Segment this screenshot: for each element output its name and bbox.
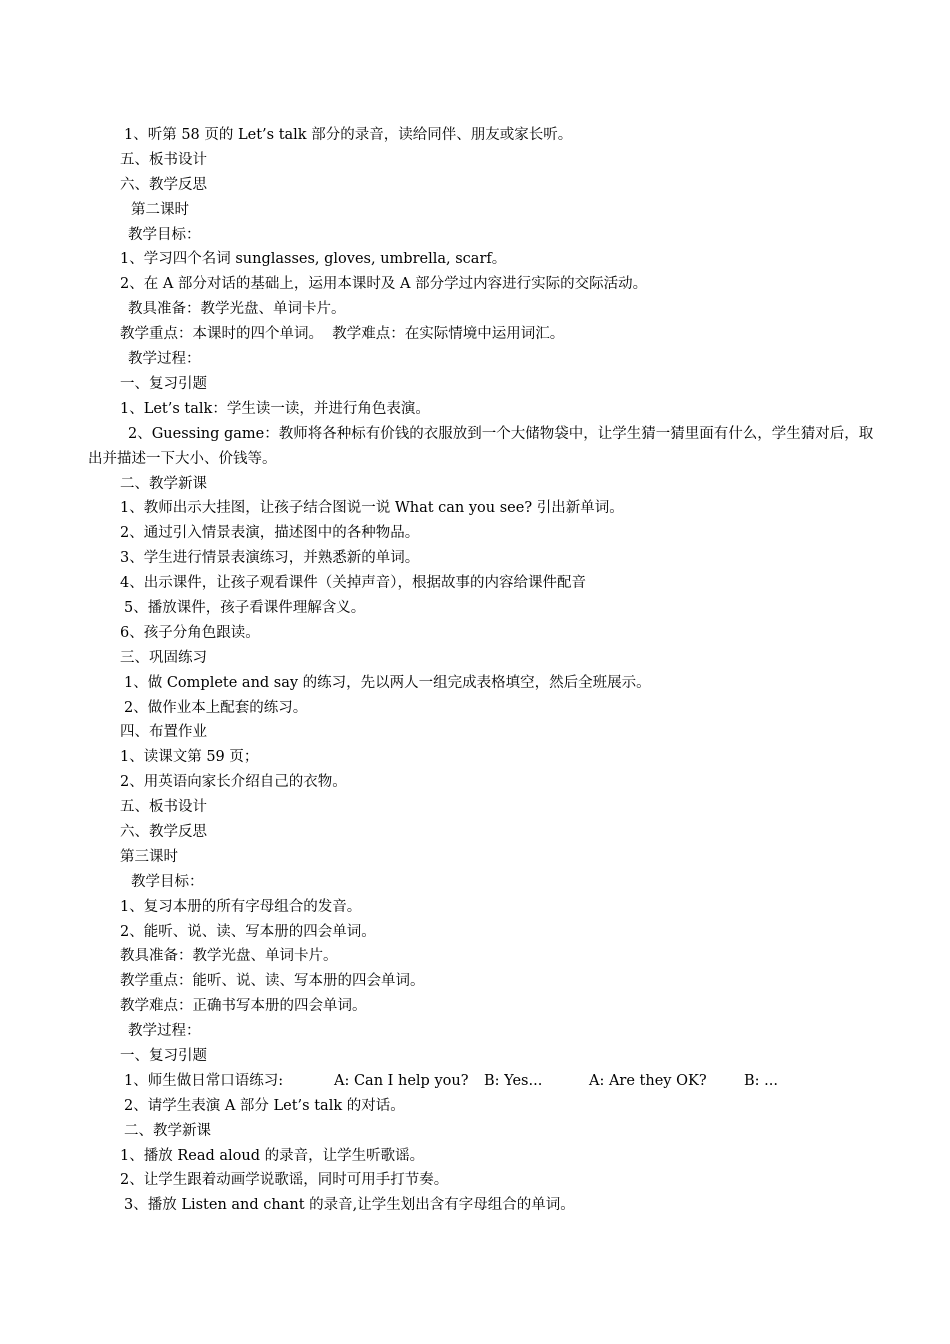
heading-board-design: 五、板书设计 [120, 799, 207, 816]
dialog-a2: A: Are they OK? [589, 1072, 707, 1089]
procedure-item: 1、Let’s talk：学生读一读，并进行角色表演。 [120, 400, 430, 417]
heading-new-lesson: 二、教学新课 [124, 1122, 211, 1139]
procedure-item: 1、播放 Read aloud 的录音，让学生听歌谣。 [120, 1147, 425, 1164]
procedure-item: 2、请学生表演 A 部分 Let’s talk 的对话。 [124, 1097, 405, 1114]
label-objectives: 教学目标： [128, 226, 201, 243]
dialog-a1: A: Can I help you? [334, 1072, 469, 1089]
heading-review: 一、复习引题 [120, 1047, 207, 1064]
procedure-item: 3、学生进行情景表演练习，并熟悉新的单词。 [120, 550, 420, 567]
label-difficulties: 教学难点：正确书写本册的四会单词。 [120, 998, 367, 1015]
label-objectives: 教学目标： [131, 873, 204, 890]
dialog-b1: B: Yes... [484, 1072, 543, 1089]
line-homework-listen: 1、听第 58 页的 Let’s talk 部分的录音，读给同伴、朋友或家长听。 [124, 127, 573, 143]
objective-item: 2、在 A 部分对话的基础上，运用本课时及 A 部分学过内容进行实际的交际活动。 [120, 276, 648, 293]
label-procedure: 教学过程： [128, 351, 201, 368]
procedure-item: 4、出示课件，让孩子观看课件（关掉声音），根据故事的内容给课件配音 [120, 575, 586, 592]
heading-review: 一、复习引题 [120, 375, 207, 392]
label-key-points: 教学重点：本课时的四个单词。 教学难点：在实际情境中运用词汇。 [120, 326, 565, 343]
objective-item: 1、复习本册的所有字母组合的发音。 [120, 898, 362, 915]
procedure-item: 5、播放课件，孩子看课件理解含义。 [124, 599, 366, 616]
label-materials: 教具准备：教学光盘、单词卡片。 [128, 301, 346, 318]
heading-lesson-three: 第三课时 [120, 848, 178, 865]
heading-reflection: 六、教学反思 [120, 176, 207, 193]
procedure-item: 2、通过引入情景表演，描述图中的各种物品。 [120, 525, 420, 542]
label-key-points: 教学重点：能听、说、读、写本册的四会单词。 [120, 973, 425, 990]
heading-reflection: 六、教学反思 [120, 823, 207, 840]
homework-item: 1、读课文第 59 页； [120, 749, 259, 766]
dialog-b2: B: ... [744, 1072, 778, 1089]
heading-lesson-two: 第二课时 [131, 201, 189, 218]
label-materials: 教具准备：教学光盘、单词卡片。 [120, 948, 338, 965]
homework-item: 2、用英语向家长介绍自己的衣物。 [120, 774, 347, 791]
procedure-item: 1、教师出示大挂图，让孩子结合图说一说 What can you see? 引出新单词。 [120, 500, 624, 517]
heading-consolidation: 三、巩固练习 [120, 649, 207, 666]
heading-homework: 四、布置作业 [120, 724, 207, 741]
heading-new-lesson: 二、教学新课 [120, 475, 207, 492]
procedure-item: 2、让学生跟着动画学说歌谣，同时可用手打节奏。 [120, 1172, 449, 1189]
procedure-item: 6、孩子分角色跟读。 [120, 624, 260, 641]
procedure-item: 1、做 Complete and say 的练习，先以两人一组完成表格填空，然后全班展示。 [124, 674, 651, 691]
objective-item: 1、学习四个名词 sunglasses, gloves, umbrella, scarf。 [120, 251, 507, 268]
procedure-item: 2、做作业本上配套的练习。 [124, 699, 308, 716]
procedure-item-guessing-game: 2、Guessing game：教师将各种标有价钱的衣服放到一个大储物袋中，让学生猜一猜里面有什么，学生猜对后，取出并描述一下大小、价钱等。 [88, 425, 874, 467]
objective-item: 2、能听、说、读、写本册的四会单词。 [120, 923, 376, 940]
label-procedure: 教学过程： [128, 1023, 201, 1040]
heading-board-design: 五、板书设计 [120, 151, 207, 168]
dialog-practice-line [88, 1069, 878, 1094]
dialog-intro: 1、师生做日常口语练习: [124, 1072, 284, 1089]
document-body [88, 123, 878, 1218]
procedure-item: 3、播放 Listen and chant 的录音,让学生划出含有字母组合的单词。 [124, 1197, 575, 1214]
